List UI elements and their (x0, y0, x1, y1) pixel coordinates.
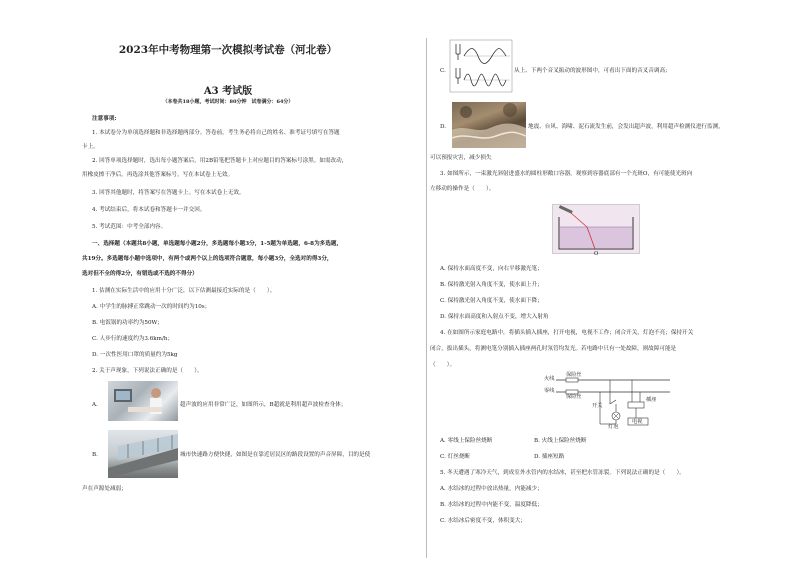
fuse-label-bottom: 保险丝 (566, 394, 582, 400)
section-1-heading-cont2: 选对但不全的得2分，有错选或不选的不得分） (82, 271, 198, 277)
question-4-cont: 闭合，拔出插头，将测电笔分别插入插座两孔时氖管均发光。若电路中只有一处故障，则故障可能是 (430, 346, 677, 352)
notice-2-cont: 用橡皮擦干净后，再选涂其他答案标号。写在本试卷上无效。 (82, 172, 234, 178)
q2-option-d-text: 地震、台风、海啸、泥石流发生前，会发出超声波，利用超声检测仪进行监测， (528, 124, 724, 130)
notice-4: 4. 考试结束后，将本试卷和答题卡一并交回。 (92, 207, 206, 213)
notice-3: 3. 回答其他题时，将答案写在答题卡上。写在本试卷上无效。 (92, 190, 245, 196)
q2-option-a-text: 超声波的应用非常广泛，如图所示，B超就是利用超声波检查身体； (180, 402, 347, 408)
q2-option-a-label: A. (92, 402, 98, 408)
q4-option-a: A. 零线上保险丝烧断 (440, 438, 493, 444)
tuning-fork-waveforms (450, 40, 512, 92)
q4-option-c: C. 灯丝烧断 (440, 454, 471, 460)
light-spot-label: O (594, 251, 599, 257)
notice-1: 1. 本试卷分为单项选择题和非选择题两部分。答卷前，考生务必将自己的姓名、准考证号填写在答题 (92, 130, 340, 136)
section-1-heading: 一、选择题（本题共8小题，单选题每小题2分，多选题每小题3分，1-5题为单选题，6-8为多选题， (92, 241, 343, 247)
q3-option-d: D. 保持水面高度和入射点不变，增大入射角 (440, 314, 549, 320)
switch-label: 开关 (592, 403, 603, 409)
question-5: 5. 冬天遭遇了寒冷天气，到成室外水管内的水结冰，甚至把水管冻裂。下列说法正确的是（ ）。 (440, 470, 685, 476)
exam-title: 2023年中考物理第一次模拟考试卷（河北卷） (118, 44, 338, 56)
q1-option-a: A. 中学生的脉搏正常跳动一次的时间约为10s； (92, 304, 211, 310)
q3-option-a: A. 保持水面高度不变，向右平移激光笔； (440, 266, 543, 272)
question-2: 2. 关于声现象，下列说法正确的是（ ）。 (92, 368, 203, 374)
q2-option-c-text: 从上、下两个音叉振动的波形图中，可看出下面的音叉音调高； (514, 68, 671, 74)
sound-barrier-photo (108, 430, 178, 478)
q5-option-b: B. 水结冰的过程中内能不变，温度降低； (440, 502, 543, 508)
question-4: 4. 在如图所示家庭电路中，将插头插入插座，打开电视，电视不工作；闭合开关，灯泡不亮；保持开关 (440, 330, 694, 336)
exam-subtitle: A3 考试版 (203, 86, 253, 97)
notice-heading: 注意事项: (92, 116, 117, 122)
fuse-label-top: 保险丝 (566, 372, 582, 378)
lamp-label: 灯泡 (608, 424, 619, 430)
notice-2: 2. 回答单项选择题时，选出每小题答案后，用2B铅笔把答题卡上对应题目的答案标号涂黑。如需改动， (92, 158, 348, 164)
exam-meta: （本卷共18小题，考试时间：80分钟 试卷满分：64分） (162, 99, 294, 105)
q2-option-b-label: B. (92, 452, 98, 458)
question-4-cont2: （ ）。 (430, 362, 456, 368)
q2-option-c-label: C. (440, 68, 446, 74)
question-3-cont: 左移动的操作是（ ）。 (430, 186, 495, 192)
q5-option-a: A. 水结冰的过程中放出热量，内能减少； (440, 486, 543, 492)
q2-option-b-text: 城市快速路方便快捷，如图是在靠近居民区的路段设置的声音屏障，目的是使 (180, 452, 371, 458)
q2-option-b-text-cont: 声在声源处减弱； (82, 486, 127, 492)
q2-option-d-label: D. (440, 124, 447, 130)
flood-photo (452, 102, 526, 148)
q1-option-d: D. 一次性医用口罩的质量约为5kg (92, 352, 178, 358)
q5-option-c: C. 水结冰后密度不变，体积变大； (440, 518, 526, 524)
question-1: 1. 估测在实际生活中的应用十分广泛，以下估测最接近实际的是（ ）。 (92, 288, 276, 294)
q4-option-b: B. 火线上保险丝烧断 (534, 438, 587, 444)
neutral-wire-label: 零线 (544, 388, 555, 394)
q1-option-b: B. 电饭锅的功率约为50W； (92, 320, 163, 326)
q4-option-d: D. 插座短路 (534, 454, 565, 460)
q3-option-b: B. 保持激光射入角度不变，使水面上升； (440, 282, 543, 288)
live-wire-label: 火线 (544, 376, 555, 382)
socket-label: 插座 (646, 397, 657, 403)
q3-option-c: C. 保持激光射入角度不变，使水面下降； (440, 298, 543, 304)
notice-5: 5. 考试范围：中考全部内容。 (92, 224, 167, 230)
section-1-heading-cont: 共19分。多选题每小题中选项中，有两个或两个以上的选项符合题意，每小题3分，全选对的得3分， (82, 256, 333, 262)
column-divider (426, 38, 427, 558)
notice-1-cont: 卡上。 (82, 144, 99, 150)
question-3: 3. 如图所示，一束激光斜射进盛水的圆柱形敞口容器，观察到容器底部有一个光斑O，有可能使光斑向 (440, 171, 693, 177)
q1-option-c: C. 人步行的速度约为3.6km/h； (92, 336, 174, 342)
q2-option-d-text-cont: 可以预报灾害，减少损失 (430, 155, 492, 161)
tv-label: 电视 (632, 419, 643, 425)
laser-tank-figure (552, 204, 640, 254)
ultrasound-photo (108, 381, 178, 421)
